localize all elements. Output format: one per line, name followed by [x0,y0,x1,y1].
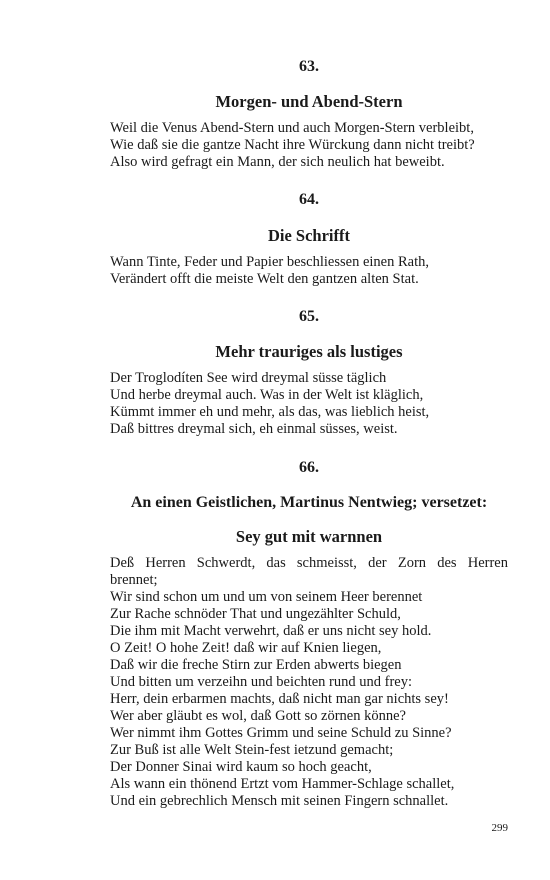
poem-line: Herr, dein erbarmen machts, daß nicht man gar nichts sey! [110,691,449,707]
poem-body [110,120,508,171]
poem-line: Deß Herren Schwerdt, das schmeisst, der Zorn des Herren [110,555,508,571]
poem-line: Die ihm mit Macht verwehrt, daß er uns nicht sey hold. [110,623,432,639]
poem-line: Wann Tinte, Feder und Papier beschliessen einen Rath, [110,254,429,270]
poem-body [110,555,508,810]
poem-line: Zur Rache schnöder That und ungezählter Schuld, [110,606,401,622]
poem-line: Zur Buß ist alle Welt Stein-fest ietzund gemacht; [110,742,394,758]
poem-line: brennet; [110,572,158,588]
poem-body [110,254,508,288]
poem-body [110,370,508,438]
poem-line: Wer nimmt ihm Gottes Grimm und seine Schuld zu Sinne? [110,725,452,741]
poem-line: Und ein gebrechlich Mensch mit seinen Fingern schnallet. [110,793,449,809]
poem-line: Der Troglodíten See wird dreymal süsse täglich [110,370,387,386]
poem-line: Und herbe dreymal auch. Was in der Welt ist kläglich, [110,387,424,403]
poem-line: Also wird gefragt ein Mann, der sich neulich hat beweibt. [110,154,445,170]
poem-line: Wer aber gläubt es wol, daß Gott so zörnen könne? [110,708,406,724]
poem-line: Der Donner Sinai wird kaum so hoch geacht, [110,759,372,775]
poem-title: Die Schrifft [267,226,351,245]
poem-line: Daß bittres dreymal sich, eh einmal süsses, weist. [110,421,398,437]
poem-title: Morgen- und Abend-Stern [215,92,403,111]
poem-line: Als wann ein thönend Ertzt vom Hammer-Schlage schallet, [110,776,455,792]
poem-line: Weil die Venus Abend-Stern und auch Morgen-Stern verbleibt, [110,120,474,136]
poem-title: An einen Geistlichen, Martinus Nentwieg; versetzet: [130,494,488,511]
poem-line: Kümmt immer eh und mehr, als das, was lieblich heist, [110,404,430,420]
poem-line: Verändert offt die meiste Welt den gantzen alten Stat. [110,271,419,287]
poem-line: O Zeit! O hohe Zeit! daß wir auf Knien liegen, [110,640,382,656]
poem-number: 63. [299,58,319,75]
page-number: 299 [491,822,508,834]
poem-title: Mehr trauriges als lustiges [215,342,403,361]
poem-line: Und bitten um verzeihn und beichten rund und frey: [110,674,413,690]
poem-line: Wie daß sie die gantze Nacht ihre Würckung dann nicht treibt? [110,137,475,153]
poem-number: 65. [299,308,319,325]
poem-number: 64. [299,191,319,208]
poem-line: Daß wir die freche Stirn zur Erden abwerts biegen [110,657,402,673]
poem-number: 66. [299,459,319,476]
poem-subtitle: Sey gut mit warnnen [235,527,383,546]
poem-line: Wir sind schon um und um von seinem Heer berennet [110,589,423,605]
